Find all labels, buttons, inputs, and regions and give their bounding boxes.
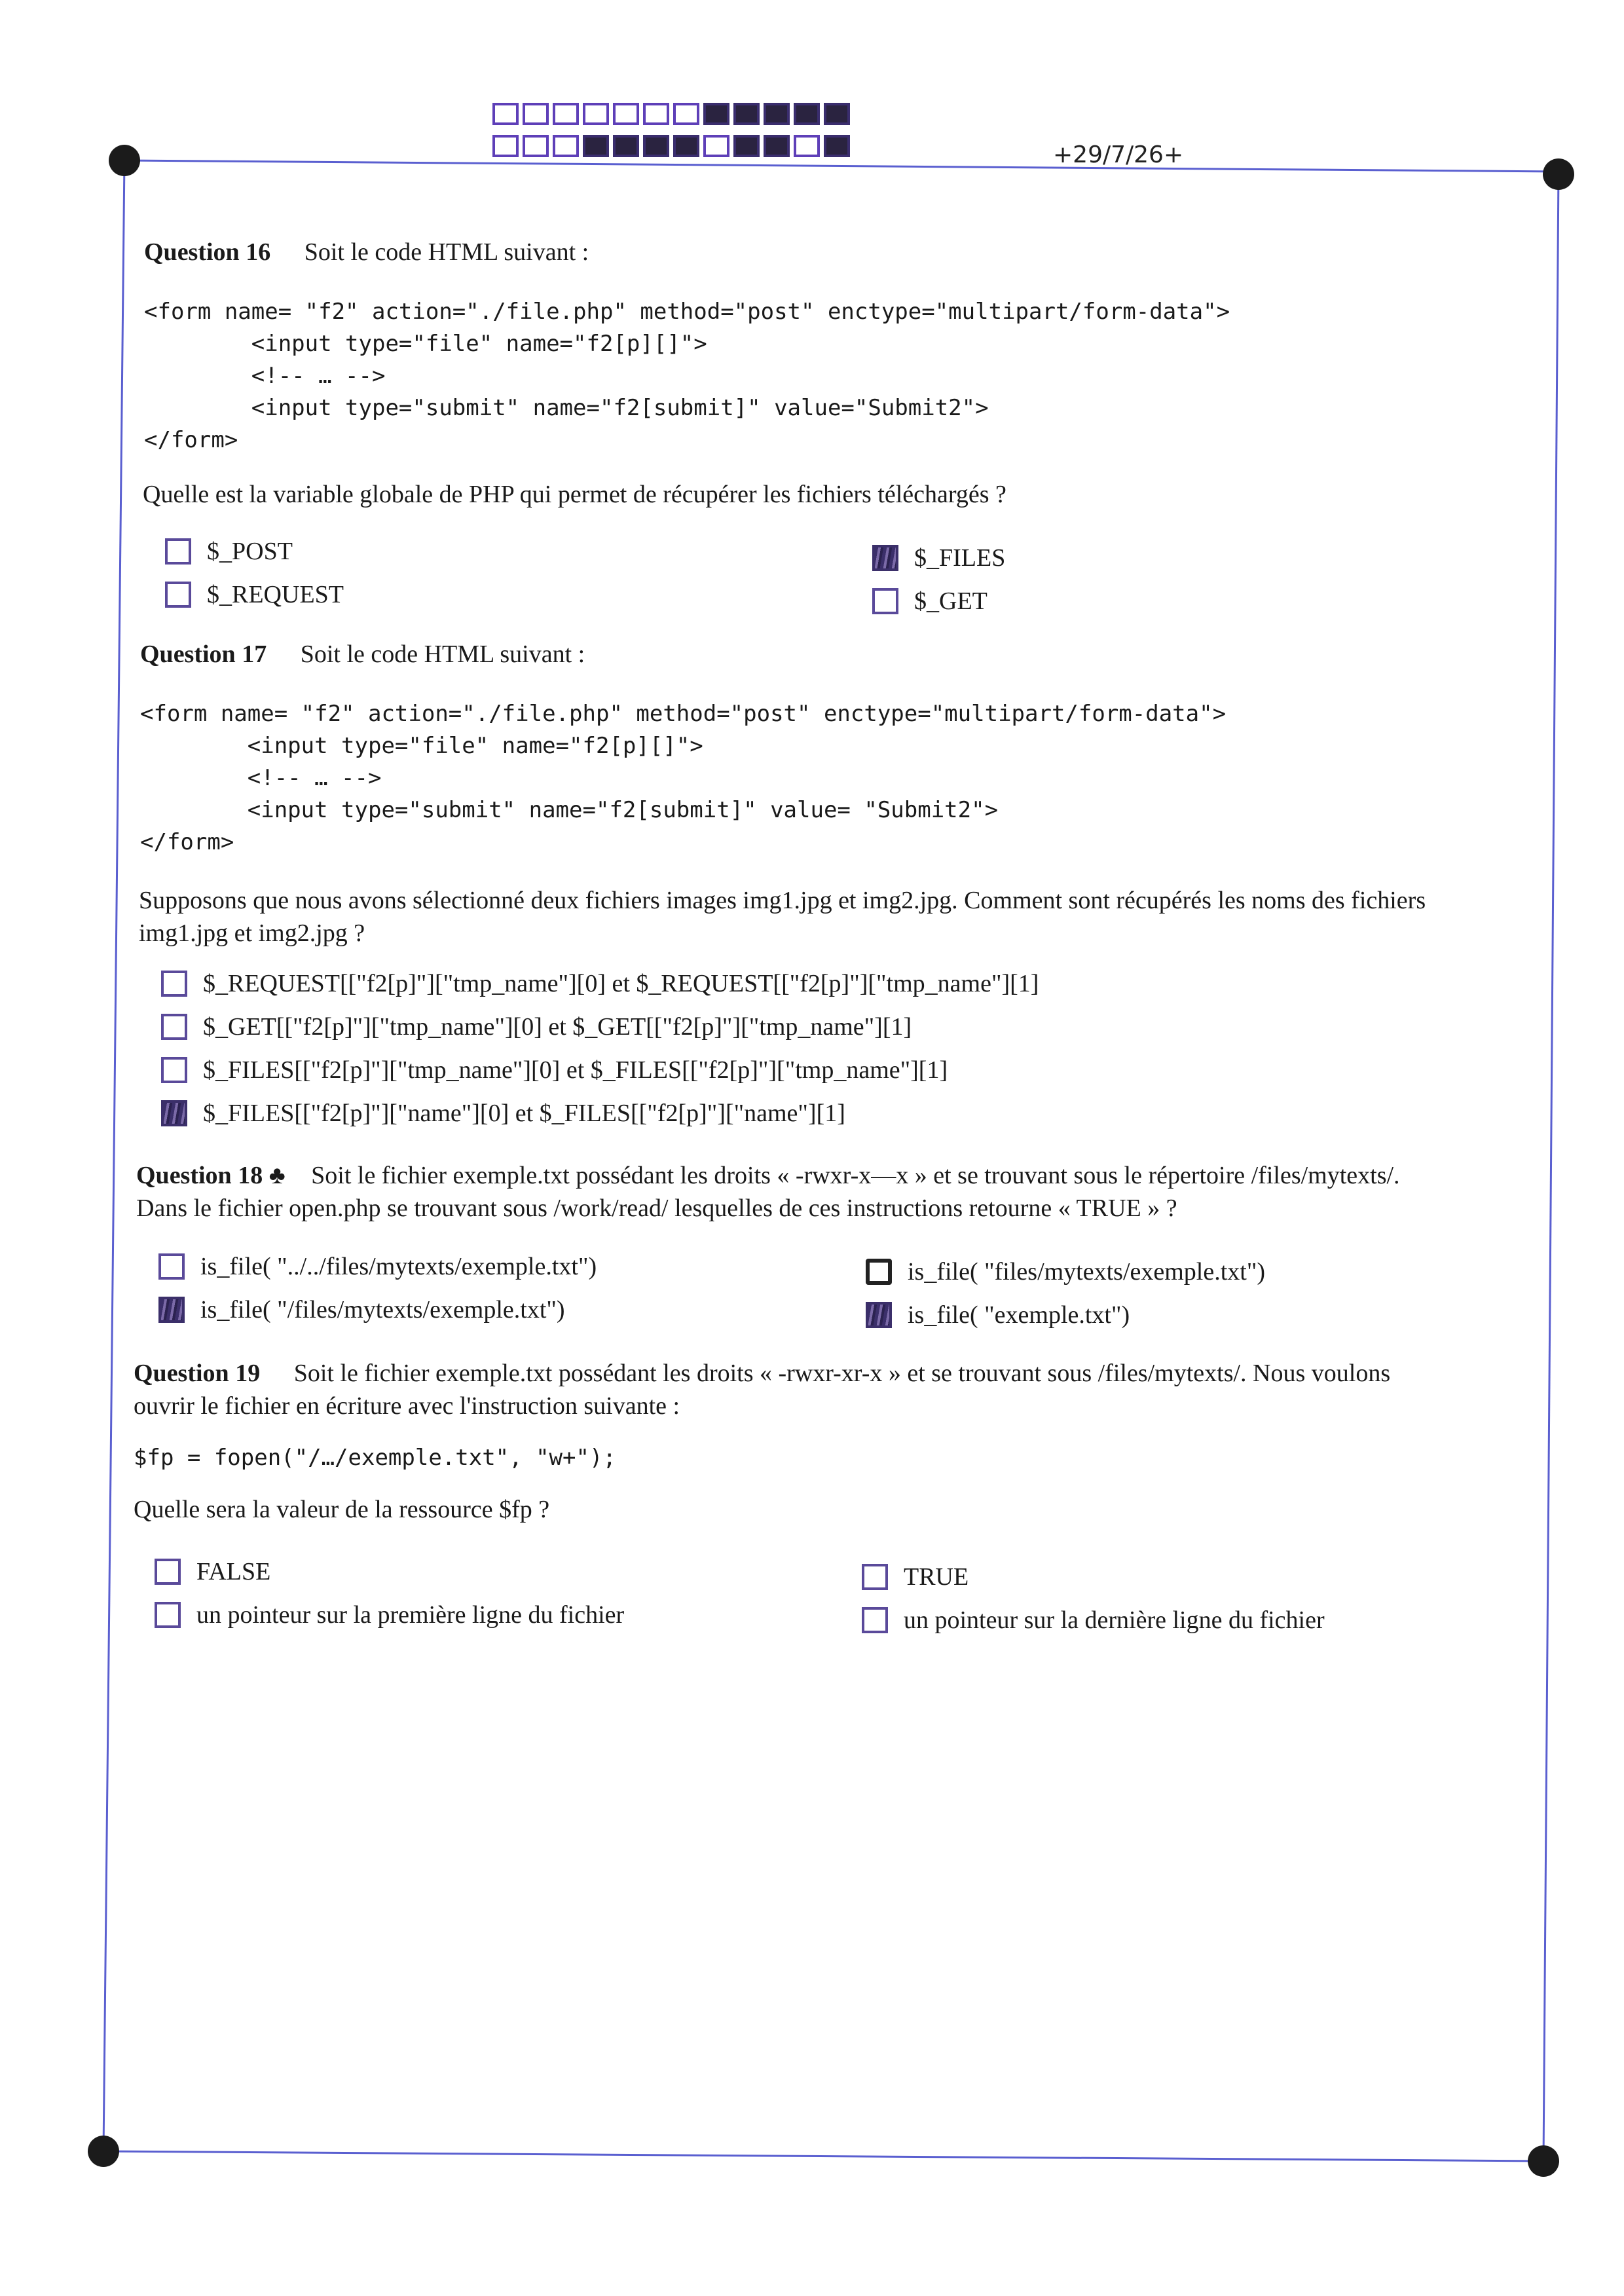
q18-option-3[interactable]: is_file( "files/mytexts/exemple.txt") — [866, 1257, 1265, 1286]
barcode-cell — [613, 103, 639, 125]
question-line-2: Dans le fichier open.php se trouvant sous /work/read/ lesquelles de ces instructions retourne « TRUE » ? — [136, 1194, 1177, 1222]
q17-option-2[interactable]: $_GET[["f2[p]"]["tmp_name"][0] et $_GET[["f2[p]"]["tmp_name"][1] — [161, 1012, 912, 1041]
question-17-prompt: Supposons que nous avons sélectionné deux fichiers images img1.jpg et img2.jpg. Comment sont récupérés les noms des fichiers img1.jpg et img2.jpg ? — [139, 887, 1426, 947]
question-intro: Soit le code HTML suivant : — [300, 640, 585, 668]
barcode-cell — [492, 135, 519, 157]
question-label: Question 18 — [136, 1162, 263, 1189]
checkbox[interactable] — [872, 588, 898, 614]
question-intro: Soit le fichier exemple.txt possédant les droits « -rwxr-x—x » et se trouvant sous le répertoire /files/mytexts/. — [311, 1162, 1400, 1189]
q18-option-1[interactable]: is_file( "../../files/mytexts/exemple.txt") — [158, 1252, 597, 1281]
q19-option-last-line[interactable]: un pointeur sur la dernière ligne du fichier — [862, 1606, 1325, 1635]
checkbox[interactable] — [165, 538, 191, 565]
barcode-cell — [703, 135, 729, 157]
question-19-prompt: Quelle sera la valeur de la ressource $fp ? — [134, 1496, 550, 1523]
q19-option-true[interactable]: TRUE — [862, 1563, 969, 1591]
q19-option-first-line[interactable]: un pointeur sur la première ligne du fichier — [155, 1601, 624, 1629]
barcode-cell — [523, 135, 549, 157]
barcode-cell — [764, 135, 790, 157]
question-16-code: <form name= "f2" action="./file.php" method="post" enctype="multipart/form-data"> <input type="file" name="f2[p][]"> <!-- … --> <input type="submit" name="f2[submit]" value="Submit2"> </form> — [144, 299, 1230, 453]
checkbox[interactable] — [161, 971, 187, 997]
question-17-title — [140, 639, 585, 671]
q16-option-files[interactable]: $_FILES — [872, 544, 1005, 572]
barcode-cell — [794, 103, 820, 125]
question-intro: Soit le fichier exemple.txt possédant les droits « -rwxr-xr-x » et se trouvant sous /files/mytexts/. Nous voulons — [293, 1360, 1391, 1387]
barcode-cell — [583, 103, 609, 125]
q17-option-4[interactable]: $_FILES[["f2[p]"]["name"][0] et $_FILES[["f2[p]"]["name"][1] — [161, 1099, 845, 1128]
club-icon: ♣ — [268, 1162, 286, 1189]
corner-mark-top-left — [109, 145, 140, 176]
q18-option-4[interactable]: is_file( "exemple.txt") — [866, 1301, 1130, 1329]
q16-option-request[interactable]: $_REQUEST — [165, 580, 344, 609]
corner-mark-top-right — [1543, 158, 1574, 190]
q17-option-1[interactable]: $_REQUEST[["f2[p]"]["tmp_name"][0] et $_REQUEST[["f2[p]"]["tmp_name"][1] — [161, 969, 1039, 998]
barcode-cell — [643, 103, 669, 125]
corner-mark-bottom-right — [1528, 2145, 1559, 2177]
id-barcode-row-1 — [492, 103, 850, 125]
checkbox[interactable] — [155, 1559, 181, 1585]
question-19-code: $fp = fopen("/…/exemple.txt", "w+"); — [134, 1445, 616, 1471]
barcode-cell — [703, 103, 729, 125]
barcode-cell — [824, 135, 850, 157]
question-17-code: <form name= "f2" action="./file.php" method="post" enctype="multipart/form-data"> <input type="file" name="f2[p][]"> <!-- … --> <input type="submit" name="f2[submit]" value= "Submit2"> </form> — [140, 701, 1227, 855]
checkbox-checked[interactable] — [158, 1297, 185, 1323]
q17-option-3[interactable]: $_FILES[["f2[p]"]["tmp_name"][0] et $_FILES[["f2[p]"]["tmp_name"][1] — [161, 1056, 948, 1084]
question-16-prompt: Quelle est la variable globale de PHP qui permet de récupérer les fichiers téléchargés ? — [143, 481, 1006, 508]
checkbox[interactable] — [155, 1602, 181, 1628]
barcode-cell — [492, 103, 519, 125]
checkbox[interactable] — [862, 1564, 888, 1590]
barcode-cell — [643, 135, 669, 157]
barcode-cell — [673, 135, 699, 157]
barcode-cell — [583, 135, 609, 157]
question-line-2: ouvrir le fichier en écriture avec l'instruction suivante : — [134, 1392, 680, 1420]
checkbox[interactable] — [165, 582, 191, 608]
question-label: Question 16 — [144, 238, 271, 266]
barcode-cell — [553, 103, 579, 125]
corner-mark-bottom-left — [88, 2136, 119, 2167]
question-label: Question 17 — [140, 640, 267, 668]
barcode-cell — [824, 103, 850, 125]
barcode-cell — [523, 103, 549, 125]
checkbox-checked[interactable] — [161, 1100, 187, 1126]
checkbox[interactable] — [158, 1253, 185, 1280]
barcode-cell — [733, 135, 760, 157]
barcode-cell — [733, 103, 760, 125]
checkbox[interactable] — [862, 1607, 888, 1633]
question-19-title — [134, 1357, 1535, 1422]
barcode-cell — [613, 135, 639, 157]
page-id-code: +29/7/26+ — [1053, 141, 1184, 168]
barcode-cell — [764, 103, 790, 125]
barcode-cell — [673, 103, 699, 125]
question-18-title — [136, 1159, 1531, 1225]
q16-option-post[interactable]: $_POST — [165, 537, 293, 566]
id-barcode-row-2 — [492, 135, 850, 157]
question-intro: Soit le code HTML suivant : — [304, 238, 589, 266]
q18-option-2[interactable]: is_file( "/files/mytexts/exemple.txt") — [158, 1295, 565, 1324]
question-16-title — [144, 237, 589, 268]
barcode-cell — [553, 135, 579, 157]
checkbox[interactable] — [161, 1014, 187, 1040]
checkbox-checked[interactable] — [872, 545, 898, 571]
q16-option-get[interactable]: $_GET — [872, 587, 987, 616]
question-label: Question 19 — [134, 1360, 261, 1387]
barcode-cell — [794, 135, 820, 157]
checkbox-checked[interactable] — [866, 1302, 892, 1328]
q19-option-false[interactable]: FALSE — [155, 1557, 270, 1586]
checkbox[interactable] — [161, 1057, 187, 1083]
checkbox[interactable] — [866, 1259, 892, 1285]
